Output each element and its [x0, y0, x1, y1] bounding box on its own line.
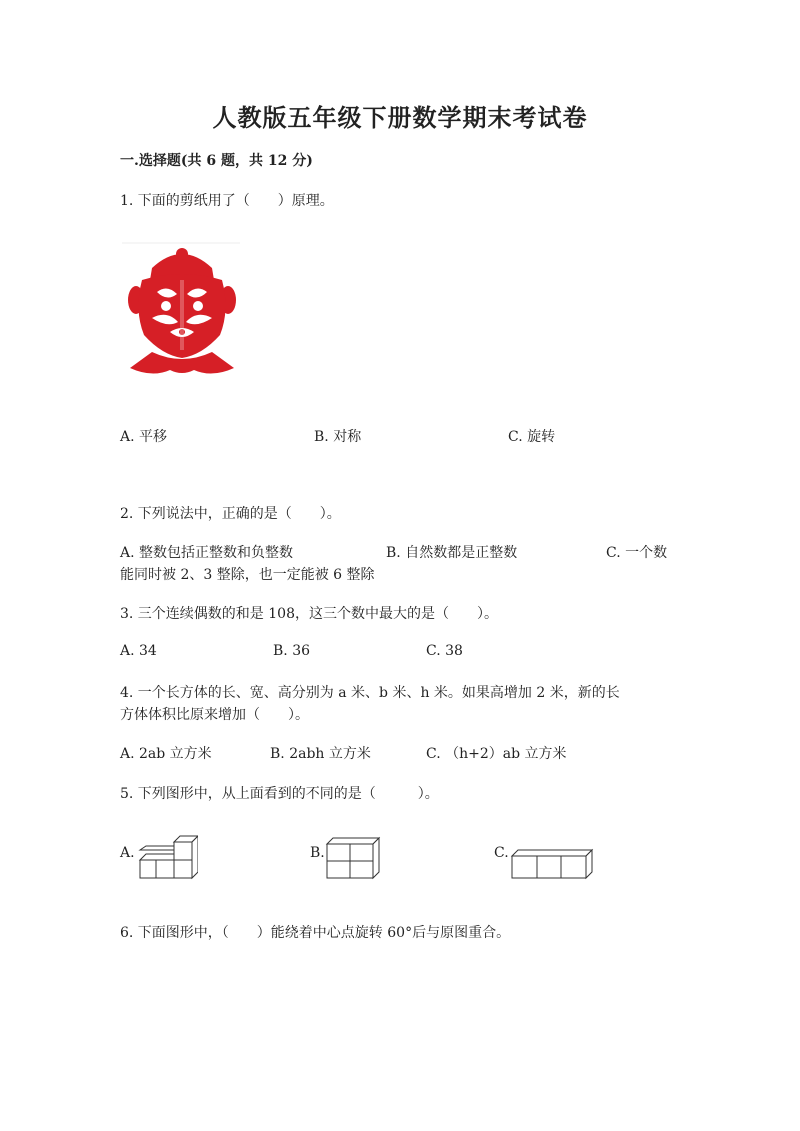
- question-3-option-c: C. 38: [426, 643, 463, 659]
- question-3-option-b: B. 36: [273, 643, 311, 659]
- question-1-option-c: C. 旋转: [508, 429, 556, 445]
- question-1-option-a: A. 平移: [120, 429, 168, 445]
- question-2-stem: 2. 下列说法中，正确的是（ ）。: [120, 506, 341, 522]
- question-6-stem: 6. 下面图形中，（ ）能绕着中心点旋转 60°后与原图重合。: [120, 925, 511, 941]
- question-1-stem: 1. 下面的剪纸用了（ ）原理。: [120, 193, 334, 209]
- cube-stack-b-figure: [325, 836, 381, 884]
- question-4-stem-line-2: 方体体积比原来增加（ ）。: [120, 707, 309, 723]
- question-4-option-b: B. 2abh 立方米: [270, 746, 371, 762]
- question-5-stem: 5. 下列图形中，从上面看到的不同的是（ ）。: [120, 786, 439, 802]
- question-2-option-c-continuation: 能同时被 2、3 整除，也一定能被 6 整除: [120, 567, 375, 583]
- paper-cut-monkey-face-image: [122, 240, 242, 380]
- question-2-option-b: B. 自然数都是正整数: [386, 545, 518, 561]
- question-1-option-b: B. 对称: [314, 429, 362, 445]
- question-5-option-a: A.: [120, 845, 135, 861]
- question-4-option-a: A. 2ab 立方米: [120, 746, 212, 762]
- question-4-stem-line-1: 4. 一个长方体的长、宽、高分别为 a 米、b 米、h 米。如果高增加 2 米，新的长: [120, 685, 620, 701]
- question-2-option-a: A. 整数包括正整数和负整数: [120, 545, 294, 561]
- cube-stack-c-figure: [510, 848, 594, 884]
- question-5-option-c: C.: [494, 845, 509, 861]
- section-heading: 一.选择题(共 6 题，共 12 分): [120, 153, 313, 169]
- cube-stack-a-figure: [136, 834, 198, 884]
- page-title: 人教版五年级下册数学期末考试卷: [212, 103, 588, 132]
- question-3-option-a: A. 34: [120, 643, 157, 659]
- question-2-option-c: C. 一个数: [606, 545, 668, 561]
- question-3-stem: 3. 三个连续偶数的和是 108，这三个数中最大的是（ ）。: [120, 606, 498, 622]
- question-5-option-b: B.: [310, 845, 325, 861]
- question-4-option-c: C. （h+2）ab 立方米: [426, 746, 567, 762]
